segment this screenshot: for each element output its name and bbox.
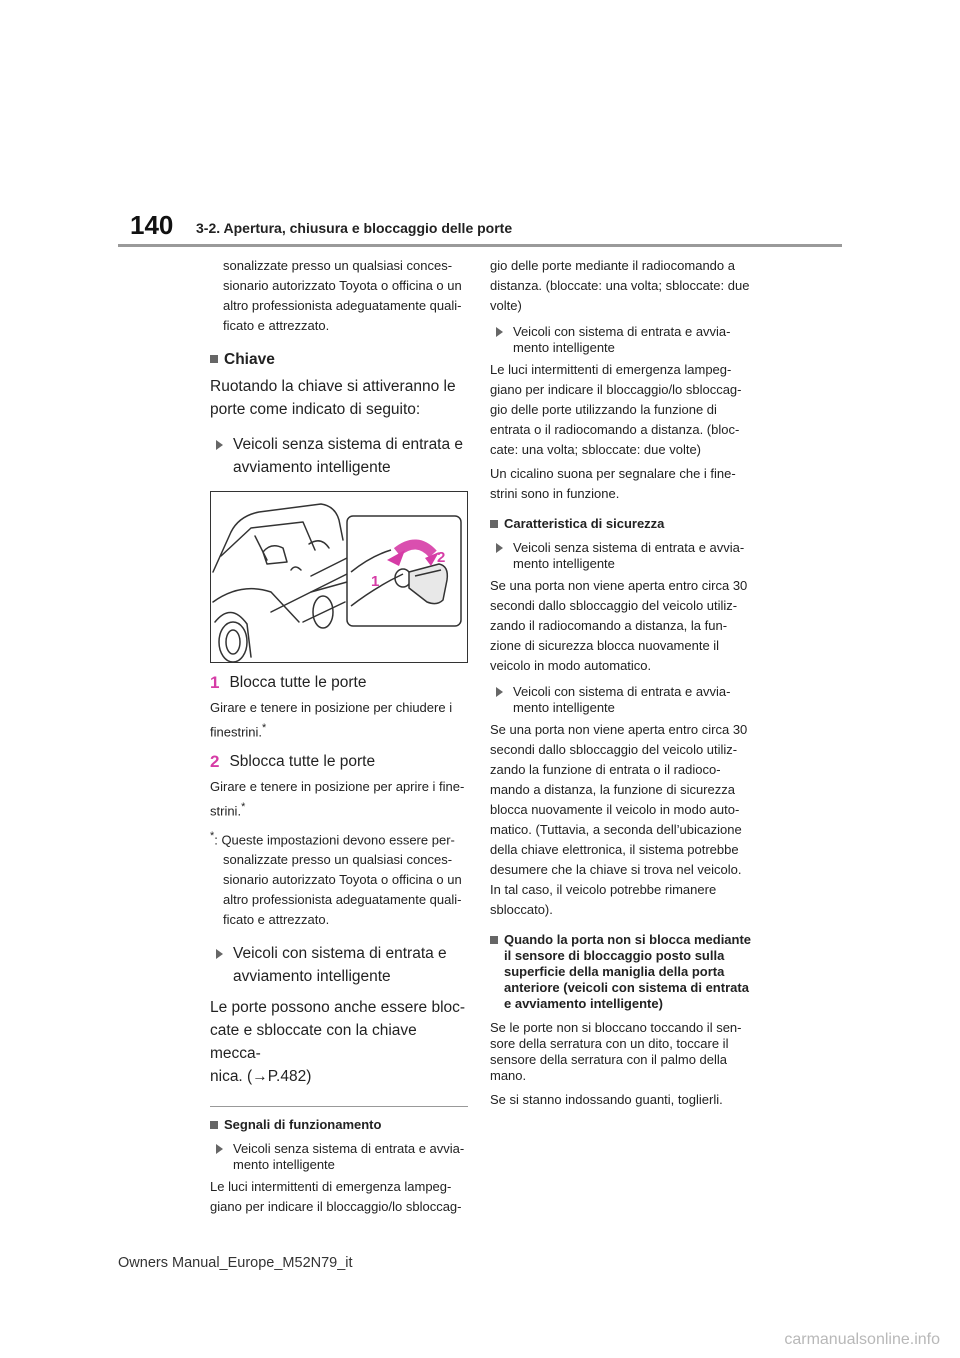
footnote-marker: * [262, 722, 267, 734]
item-2-note: Girare e tenere in posizione per aprire i fine- strini.* [210, 779, 465, 819]
intro-paragraph [210, 256, 468, 336]
item-2-number: 2 [210, 752, 220, 772]
triangle-bullet-icon [496, 687, 503, 697]
item-1-note: Girare e tenere in posizione per chiudere i finestrini.* [210, 700, 453, 740]
security-heading: Caratteristica di sicurezza [490, 516, 752, 532]
page-number: 140 [130, 210, 174, 240]
square-bullet-icon [210, 355, 218, 363]
signals-heading: Segnali di funzionamento [210, 1117, 468, 1133]
signals-subheading: Veicoli senza sistema di entrata e avvia- mento intelligente [210, 1141, 468, 1173]
key-turn-illustration [210, 491, 468, 663]
subheading-security-without: Veicoli senza sistema di entrata e avvia- mento intelligente [490, 540, 752, 572]
buzzer-paragraph: Un cicalino suona per segnalare che i fine- strini sono in funzione. [490, 466, 736, 501]
right-column [490, 256, 752, 1108]
triangle-bullet-icon [496, 543, 503, 553]
item-1-number: 1 [210, 673, 220, 692]
square-bullet-icon [210, 1121, 218, 1129]
footnote-marker: * [241, 801, 246, 814]
subheading-without-smart-entry: Veicoli senza sistema di entrata e avviamento intelligente [210, 433, 468, 479]
triangle-bullet-icon [496, 327, 503, 337]
text-line: porte come indicato di seguito: [210, 401, 421, 418]
text-line: Ruotando la chiave si attiveranno le [210, 378, 456, 395]
door-sensor-paragraph: Se le porte non si bloccano toccando il sen- sore della serratura con un dito, toccare il sensore della serratura con il palmo della mano. [490, 1020, 742, 1083]
text-line: ficato e attrezzato. [223, 318, 330, 333]
text-line: sionario autorizzato Toyota o officina o un [223, 278, 462, 293]
footnote: *: Queste impostazioni devono essere per- sonalizzate presso un qualsiasi conces- sionario autorizzato Toyota o officina o un altro professionista adeguatamente quali- ficato e attrezzato. [210, 829, 462, 927]
smart-entry-signals-paragraph: Le luci intermittenti di emergenza lampeg- giano per indicare il bloccaggio/lo sbloccag- gio delle porte utilizzando la funzione di entrata o il radiocomando a distanza. (bloc- cate: una volta; sbloccate: due volte) [490, 362, 742, 457]
header-rule [118, 244, 842, 247]
subheading-security-with: Veicoli con sistema di entrata e avvia- mento intelligente [490, 684, 752, 716]
key-paragraph [210, 375, 468, 421]
signals-paragraph: Le luci intermittenti di emergenza lampeg- giano per indicare il bloccaggio/lo sbloccag- [210, 1178, 462, 1214]
security-paragraph-with: Se una porta non viene aperta entro circa 30 secondi dallo sbloccaggio del veicolo utiliz- zando la funzione di entrata o il radioco- mando a distanza, la funzione di sicurezza blocca nuovamente il veicolo in modo auto- matico. (Tuttavia, a seconda dell’ubicazione della chiave elettronica, il sistema potrebbe desumere che la chiave si trova nel veicolo. In tal caso, il veicolo potrebbe rimanere sbloccato). [490, 722, 748, 917]
square-bullet-icon [490, 936, 498, 944]
car-door-key-icon [211, 492, 467, 662]
security-paragraph-without: Se una porta non viene aperta entro circa 30 secondi dallo sbloccaggio del veicolo utiliz- zando il radiocomando a distanza, la fun- zione di sicurezza blocca nuovamente il veicolo in modo automatico. [490, 578, 748, 673]
mechanical-key-paragraph: Le porte possono anche essere bloc- cate e sbloccate con la chiave mecca- nica. (→P.482) [210, 996, 468, 1088]
text-line: sonalizzate presso un qualsiasi conces- [223, 258, 453, 273]
item-1-label: Blocca tutte le porte [229, 674, 367, 691]
subheading-with-smart-entry: Veicoli con sistema di entrata e avviamento intelligente [210, 942, 468, 988]
page-reference-link[interactable]: nica. (→P.482) [210, 1067, 312, 1085]
text-line: altro professionista adeguatamente quali- [223, 298, 462, 313]
item-1 [210, 671, 468, 694]
triangle-bullet-icon [216, 1144, 223, 1154]
door-sensor-heading: Quando la porta non si blocca mediante il sensore di bloccaggio posto sulla superficie della maniglia della porta anteriore (veicoli con sistema di entrata e avviamento intelligente) [490, 932, 752, 1012]
watermark: carmanualsonline.info [784, 1331, 940, 1348]
signals-paragraph-continued: gio delle porte mediante il radiocomando a distanza. (bloccate: una volta; sbloccate: due volte) [490, 258, 750, 313]
triangle-bullet-icon [216, 440, 223, 450]
illustration-label-1: 1 [371, 573, 380, 590]
section-divider [210, 1106, 468, 1107]
subheading-smart-entry-signals: Veicoli con sistema di entrata e avvia- mento intelligente [490, 324, 752, 356]
key-heading: Chiave [210, 348, 468, 371]
section-title: 3-2. Apertura, chiusura e bloccaggio delle porte [196, 220, 513, 236]
illustration-label-2: 2 [437, 549, 446, 566]
gloves-paragraph: Se si stanno indossando guanti, toglierli. [490, 1092, 723, 1107]
left-column [210, 256, 468, 1217]
item-2 [210, 750, 468, 773]
footer-manual-name: Owners Manual_Europe_M52N79_it [118, 1255, 353, 1271]
square-bullet-icon [490, 520, 498, 528]
item-2-label: Sblocca tutte le porte [229, 753, 376, 771]
triangle-bullet-icon [216, 949, 223, 959]
